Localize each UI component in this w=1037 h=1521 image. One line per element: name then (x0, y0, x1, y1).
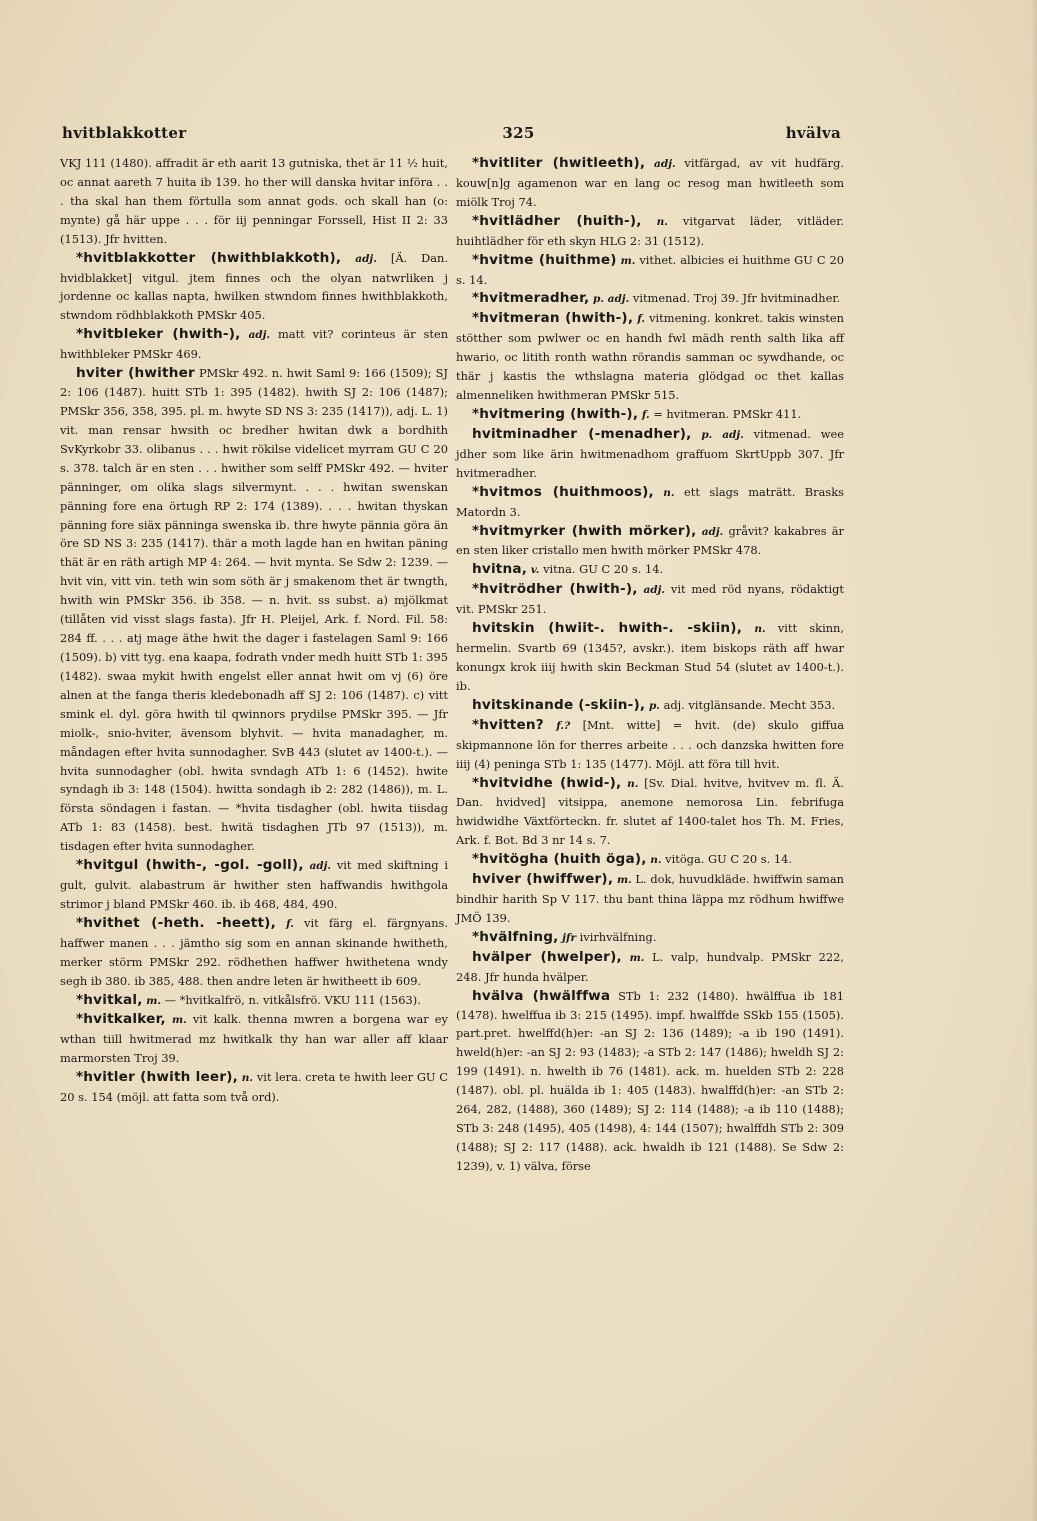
entry-headword: hvitskin (hwiit-. hwith-. -skiin), (472, 620, 743, 637)
dictionary-entry (456, 774, 844, 851)
entry-text: — *hvitkalfrö, n. vitkålsfrö. VKU 111 (1563). (164, 992, 421, 1007)
entry-grammar: f.? (556, 719, 571, 732)
entry-grammar: adj. (654, 158, 676, 170)
entry-grammar: m. (171, 1014, 187, 1027)
entry-headword: *hvitkal, (76, 991, 143, 1008)
entry-text: vitgarvat läder, vitläder. huihtlädher för eth skyn HLG 2: 31 (1512). (456, 213, 845, 248)
entry-text: STb 1: 232 (1480). hwälffua ib 181 (1478). hwelffua ib 3: 215 (1495). impf. hwalffde SSkb 155 (1505). part.pret. hwelffd(h)er: -an SJ 2: 136 (1489); -a ib 190 (1491). hweld(h)er: -an SJ 2: 93 (1483); -a STb 2: 147 (1486); hweldh SJ 2: 199 (1491). n. hwelth ib 76 (1481). ack. m. huelden STb 2: 228 (1487). obl. pl. huälda ib 1: 405 (1483). hwalffd(h)er: -an STb 2: 264, 282, (1488), 360 (1489); SJ 2: 114 (1488); -a ib 110 (1488); STb 3: 248 (1495), 405 (1498), 4: 144 (1507); hwalffdh STb 2: 309 (1488); SJ 2: 117 (1488). ack. hwaldh ib 121 (1488). Se Sdw 2: 1239), v. 1) välva, förse (456, 988, 844, 1173)
entry-grammar: adj. (701, 525, 724, 538)
entry-grammar: n. (754, 623, 766, 636)
dictionary-entry (60, 364, 448, 856)
entry-grammar: p. (648, 699, 660, 712)
entry-text: vithet. albicies ei huithme GU C 20 s. 14. (456, 252, 844, 287)
entry-text: vit kalk. thenna mwren a borgena war ey wthan tiill hwitmerad mz hwitkalk thy han war aller aff klaar marmorsten Troj 39. (60, 1012, 448, 1066)
dictionary-entry (456, 425, 844, 483)
entry-grammar: adj. (643, 584, 666, 597)
entry-grammar: f. (286, 917, 294, 930)
entry-text: L. dok, huvudkläde. hwiffwin saman bindhir harith Sp V 117. thu bant thina läppa mz rödhum hwiffwe JMÖ 139. (456, 872, 844, 925)
entry-text: vitfärgad, av vit hudfärg. kouw[n]g agamenon war en lang oc resog man hwitleeth som miölk Troj 74. (456, 156, 845, 209)
entry-grammar: m. (146, 994, 162, 1007)
entry-grammar: jfr (562, 931, 576, 944)
dictionary-entry (456, 580, 844, 619)
entry-headword: *hvitkalker, (76, 1011, 166, 1028)
entry-headword: *hvitvidhe (hwid-), (472, 774, 622, 791)
entry-grammar: f. (641, 408, 650, 421)
entry-headword: *hvitmeran (hwith-), (472, 310, 634, 327)
entry-text: PMSkr 492. n. hwit Saml 9: 166 (1509); SJ 2: 106 (1487). huitt STb 1: 395 (1482). hwith SJ 2: 106 (1487); PMSkr 356, 358, 395. pl. m. hwyte SD NS 3: 235 (1417)), adj. L. 1) vit. man rensar hwsith oc bredher hwitan dwk a bordhith SvKyrkobr 33. olibanus . . . hwit rökilse videlicet myrram GU C 20 s. 378. talch är en sten . . . hwither som selff PMSkr 492. — hviter pänninger, om olika slags silvermynt. . . . hwitan swenskan pänning fore ena örtugh RP 2: 174 (1389). . . . hwitan thyskan pänning fore siäx pänninga swenska ib. thre hwyte pännia göra än öre SD NS 3: 235 (1417). thär a moth lagde han en hwitan päning thät är en räth artigh MP 4: 264. — hvit mynta. Se Sdw 2: 1239. — hvit vin, vitt vin. teth win som söth är j smakenom thet är twngth, hwith win PMSkr 356. ib 358. — n. hvit. ss subst. a) mjölkmat (tillåten vid visst slags fasta). Jfr H. Pleijel, Ark. f. Nord. Fil. 58: 284 ff. . . . atj mage äthe hwit the dager i fastelagen Saml 9: 166 (1509). b) vitt tyg. ena kaapa, fodrath vnder medh huitt STb 1: 395 (1482). swaa mykit hwith engelst eller annat hwit om vj (6) öre alnen at the fanga theris kledebonadh aff SJ 2: 106 (1487). c) vitt smink el. dyl. göra hwith til qwinnors prydilse PMSkr 395. — Jfr miolk-, snio-hviter, ävensom blyhvit. — hvita manadagher, m. måndagen efter hvita sunnodagher. SvB 443 (slutet av 1400-t.). — hvita sunnodagher (obl. hwita svndagh ATb 1: 6 (1452). hwite syndagh ib 3: 148 (1504). hwitta sondagh ib 2: 282 (1486)), m. L. första söndagen i fastan. — *hvita tisdagher (obl. hwita tiisdag ATb 1: 83 (1458). best. hwitä tisdaghen JTb 97 (1513)), m. tisdagen efter hvita sunnodagher. (60, 366, 448, 854)
entry-text: vitmenad. wee jdher som like ärin hwitmenadhom graffuom SkrtUppb 307. Jfr hvitmeradher. (456, 426, 844, 480)
entry-text: vitmenad. Troj 39. Jfr hvitminadher. (632, 291, 841, 306)
entry-grammar: n. (627, 777, 639, 790)
entry-grammar: m. (620, 254, 636, 267)
entry-text: VKJ 111 (1480). affradit är eth aarit 13 gutniska, thet är 11 ½ huit, oc annat aareth 7 huita ib 139. ho ther will danska hvitar införa . . . tha skal han them förtulla som annat gods. och skall han (o: mynte) gå här uppe . . . för iij penningar Forssell, Hist II 2: 33 (1513). Jfr hvitten. (60, 156, 448, 246)
dictionary-entry (456, 154, 844, 212)
entry-text: [Ä. Dan. hvidblakket] vitgul. jtem finnes och the olyan natwrliken j jordenne oc kallas napta, hwilken stwndom finnes hwithblakkoth, stwndom rödhblakkoth PMSkr 405. (60, 250, 449, 323)
entry-text: matt vit? corinteus är sten hwithbleker PMSkr 469. (60, 327, 449, 362)
entry-text: gråvit? kakabres är en sten liker cristallo men hwith mörker PMSkr 478. (456, 523, 844, 558)
entry-grammar: m. (629, 951, 645, 964)
entry-grammar: v. (530, 564, 540, 577)
entry-headword: hvälper (hwelper), (472, 948, 622, 965)
entry-text: L. valp, hundvalp. PMSkr 222, 248. Jfr hunda hvälper. (456, 949, 845, 984)
entry-grammar: n. (656, 215, 668, 228)
entry-text: vitöga. GU C 20 s. 14. (665, 852, 792, 867)
entry-text: [Mnt. witte] = hvit. (de) skulo giffua skipmannone lön for therres arbeite . . . och danzska hwitten fore iiij (4) peninga STb 1: 135 (1477). Möjl. att föra till hvit. (456, 717, 844, 771)
right-column (456, 154, 844, 1176)
dictionary-entry (60, 154, 448, 249)
entry-headword: *hvitler (hwith leer), (76, 1069, 239, 1086)
entry-headword: *hvitmeradher, (472, 290, 590, 307)
entry-headword: hvitminadher (-menadher), (472, 425, 692, 442)
dictionary-entry (60, 1068, 448, 1107)
entry-headword: *hvälfning, (472, 928, 559, 945)
entry-grammar: n. (241, 1072, 254, 1085)
entry-headword: *hvitme (huithme) (472, 251, 617, 268)
dictionary-entry (456, 522, 844, 561)
entry-grammar: adj. (248, 329, 271, 342)
entry-headword: *hvitmyrker (hwith mörker), (472, 522, 697, 539)
dictionary-entry (60, 914, 448, 991)
dictionary-entry (456, 850, 844, 870)
entry-text: vit med skiftning i gult, gulvit. alabastrum är hwither sten haffwandis hwithgola strimor j bland PMSkr 460. ib. ib 468, 484, 490. (60, 858, 448, 911)
page-number: 325 (502, 124, 535, 142)
entry-grammar: m. (616, 874, 632, 887)
dictionary-entry (456, 928, 844, 948)
entry-text: vitna. GU C 20 s. 14. (543, 562, 664, 577)
dictionary-entry (456, 483, 844, 522)
dictionary-entry (456, 696, 844, 716)
dictionary-entry (456, 987, 844, 1176)
entry-headword: *hvitmering (hwith-), (472, 405, 639, 422)
dictionary-entry (456, 716, 844, 774)
entry-grammar: f. (637, 313, 646, 326)
entry-headword: *hvitgul (hwith-, -gol. -goll), (76, 857, 304, 874)
dictionary-entry (456, 251, 844, 290)
dictionary-entry (456, 560, 844, 580)
entry-headword: *hvitliter (hwitleeth), (472, 155, 646, 171)
running-head-left: hvitblakkotter (62, 124, 187, 142)
entry-text: vit lera. creta te hwith leer GU C 20 s. 154 (möjl. att fatta som två ord). (60, 1070, 449, 1105)
entry-text: vit med röd nyans, rödaktigt vit. PMSkr 251. (456, 582, 845, 617)
entry-text: ett slags maträtt. Brasks Matordn 3. (456, 484, 845, 519)
dictionary-entry (456, 870, 844, 928)
dictionary-entry (60, 325, 448, 364)
entry-text: ivirhvälfning. (579, 929, 657, 944)
dictionary-entry (456, 309, 844, 405)
entry-headword: *hvitmos (huithmoos), (472, 483, 654, 500)
dictionary-entry (60, 991, 448, 1011)
dictionary-entry (456, 212, 844, 251)
entry-grammar: n. (663, 486, 675, 499)
entry-headword: *hvitten? (472, 716, 544, 733)
dictionary-entry (456, 289, 844, 309)
entry-headword: *hvitblakkotter (hwithblakkoth), (76, 249, 342, 266)
page-edge-shadow (1031, 0, 1037, 1521)
dictionary-entry (456, 405, 844, 425)
entry-grammar: p. adj. (701, 428, 744, 441)
dictionary-entry (60, 1010, 448, 1068)
entry-grammar: adj. (309, 860, 332, 873)
entry-headword: hviter (hwither (76, 365, 195, 382)
entry-text: vitmening. konkret. takis winsten stötther som pwlwer oc en handh fwl mädh renth salth lika aff hwario, oc litith ronth wathn rörandis samman oc sywdhande, oc thär j kastis the wthslagna materia glödgad oc thet kallas almenneliken hwithmeran PMSkr 515. (456, 311, 845, 403)
entry-headword: *hvithet (-heth. -heett), (76, 914, 276, 931)
entry-headword: *hvitlädher (huith-), (472, 212, 642, 229)
entry-headword: *hvitrödher (hwith-), (472, 581, 638, 598)
dictionary-entry (60, 856, 448, 914)
entry-text: vitt skinn, hermelin. Svartb 69 (1345?, avskr.). item biskops räth aff hwar konungx krok iiij hwith skin Beckman Stud 54 (slutet av 1400-t.). ib. (456, 621, 845, 693)
entry-grammar: n. (650, 854, 662, 867)
entry-headword: *hvitögha (huith öga), (472, 851, 647, 868)
entry-grammar: adj. (355, 252, 377, 265)
dictionary-entry (60, 249, 448, 326)
entry-grammar: p. adj. (593, 293, 630, 306)
dictionary-entry (456, 619, 844, 696)
entry-headword: hvitna, (472, 561, 528, 578)
entry-text: adj. vitglänsande. Mecht 353. (663, 697, 836, 712)
entry-text: [Sv. Dial. hvitve, hvitvev m. fl. Ä. Dan. hvidved] vitsippa, anemone nemorosa Lin. febrifuga hwidwidhe Växtförteckn. fr. slutet af 1400-talet hos Th. M. Fries, Ark. f. Bot. Bd 3 nr 14 s. 7. (456, 775, 844, 848)
entry-headword: hvitskinande (-skiin-), (472, 696, 646, 713)
entry-headword: hviver (hwiffwer), (472, 871, 614, 888)
running-head-right: hvälva (785, 124, 841, 142)
entry-text: vit färg el. färgnyans. haffwer manen . . . jämtho sig som en annan skinande hwitheth, merker störm PMSkr 292. rödhethen haffwer hwithetena wndy segh ib 380. ib 385, 488. then andre leten är hwitheett ib 609. (60, 915, 449, 988)
entry-headword: hvälva (hwälffwa (472, 987, 611, 1004)
entry-headword: *hvitbleker (hwith-), (76, 326, 241, 343)
dictionary-entry (456, 948, 844, 987)
left-column (60, 154, 448, 1107)
entry-text: = hvitmeran. PMSkr 411. (653, 406, 802, 421)
